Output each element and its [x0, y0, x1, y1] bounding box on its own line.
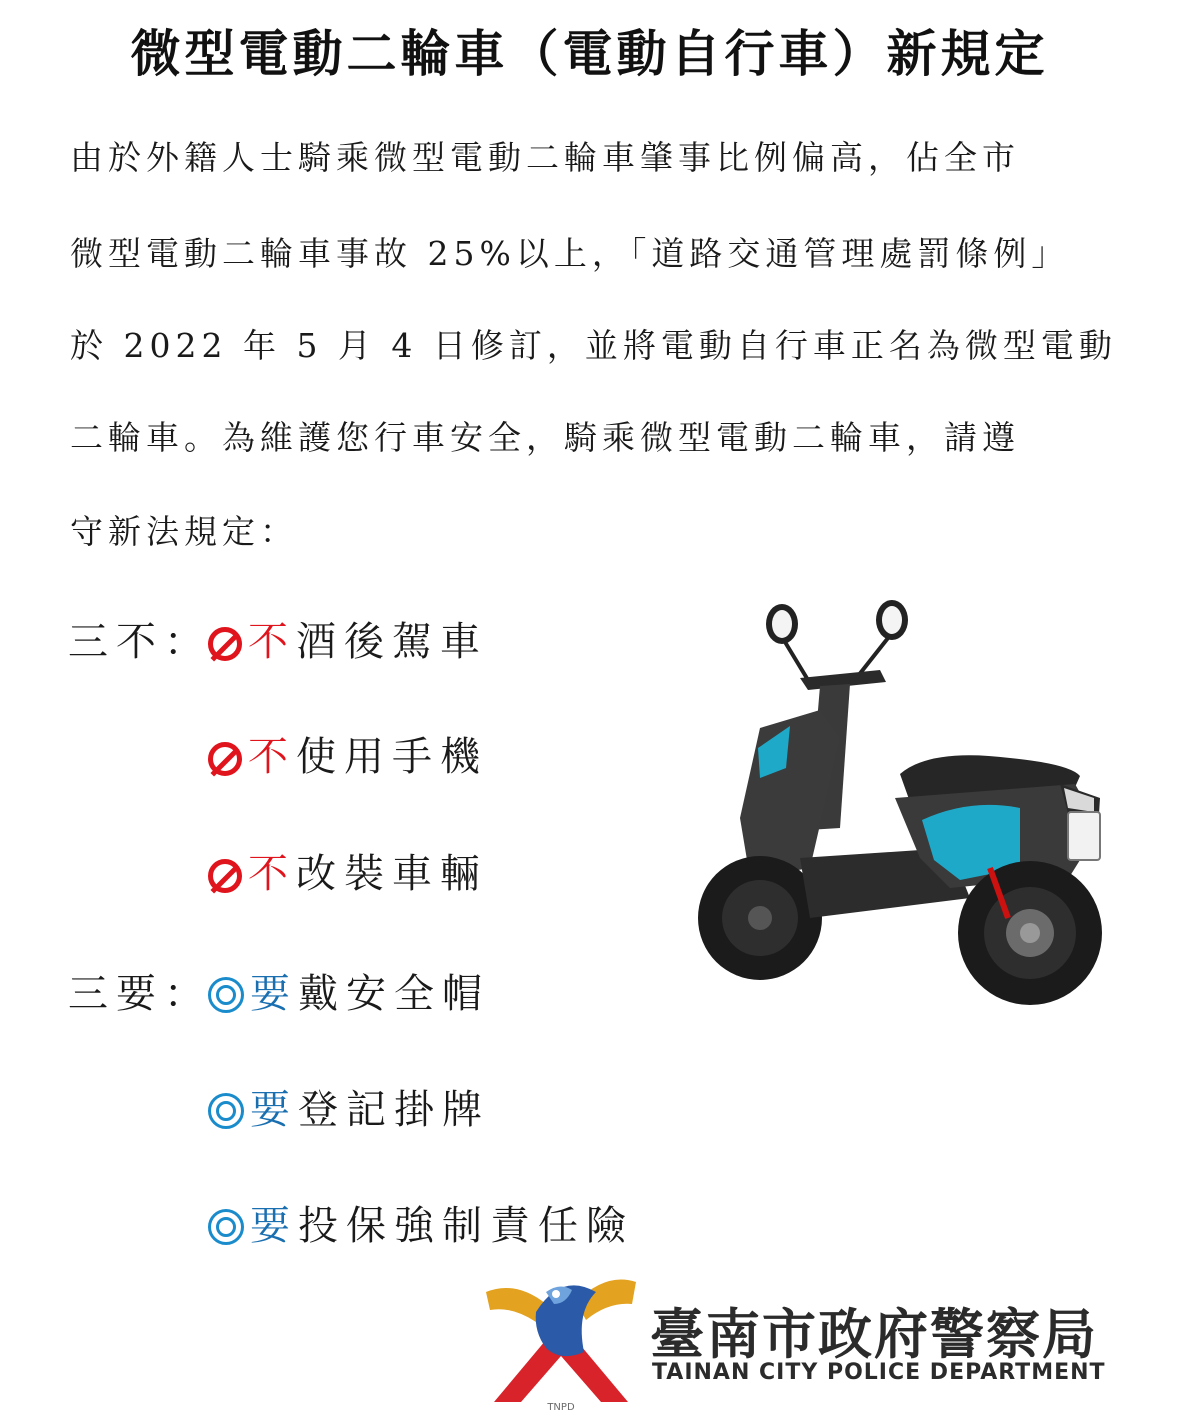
scooter-image [690, 598, 1120, 1028]
prohibition-icon [208, 627, 242, 661]
police-dept-name-cn: 臺南市政府警察局 [650, 1303, 1098, 1366]
keyword-must: 要 [250, 971, 298, 1017]
police-logo [476, 1252, 646, 1412]
page-title: 微型電動二輪車（電動自行車）新規定 [130, 25, 1049, 83]
three-musts-item-3 [208, 1194, 634, 1251]
paragraph-line-3: 於 2022 年 5 月 4 日修訂，並將電動自行車正名為微型電動 [70, 326, 1117, 365]
paragraph-line-1: 由於外籍人士騎乘微型電動二輪車肇事比例偏高，佔全市 [70, 138, 1020, 177]
three-musts-item-2 [208, 1078, 490, 1135]
paragraph-line-2: 微型電動二輪車事故 25%以上，「道路交通管理處罰條例」 [70, 234, 1070, 273]
three-musts-item-1 [208, 962, 490, 1019]
three-musts-label: 三要： [68, 971, 212, 1017]
rule-text: 戴安全帽 [298, 971, 490, 1017]
keyword-must: 要 [250, 1087, 298, 1133]
rule-text: 投保強制責任險 [298, 1203, 634, 1249]
logo-badge-text: TNPD [547, 1402, 575, 1412]
three-nots-item-1 [208, 610, 488, 667]
keyword-not: 不 [248, 851, 296, 897]
rule-text: 登記掛牌 [298, 1087, 490, 1133]
paragraph-line-4: 二輪車。為維護您行車安全，騎乘微型電動二輪車，請遵 [70, 418, 1020, 457]
rule-text: 使用手機 [296, 734, 488, 780]
three-nots-item-3 [208, 842, 488, 899]
prohibition-icon [208, 742, 242, 776]
three-nots-label: 三不： [68, 619, 212, 665]
keyword-must: 要 [250, 1203, 298, 1249]
rule-text: 改裝車輛 [296, 851, 488, 897]
three-nots-item-2 [208, 725, 488, 782]
double-circle-icon [208, 1209, 244, 1245]
keyword-not: 不 [248, 619, 296, 665]
double-circle-icon [208, 1093, 244, 1129]
police-dept-name-en: TAINAN CITY POLICE DEPARTMENT [652, 1360, 1106, 1385]
license-plate [1068, 812, 1100, 860]
prohibition-icon [208, 859, 242, 893]
double-circle-icon [208, 977, 244, 1013]
keyword-not: 不 [248, 734, 296, 780]
paragraph-line-5: 守新法規定： [70, 512, 298, 551]
rule-text: 酒後駕車 [296, 619, 488, 665]
